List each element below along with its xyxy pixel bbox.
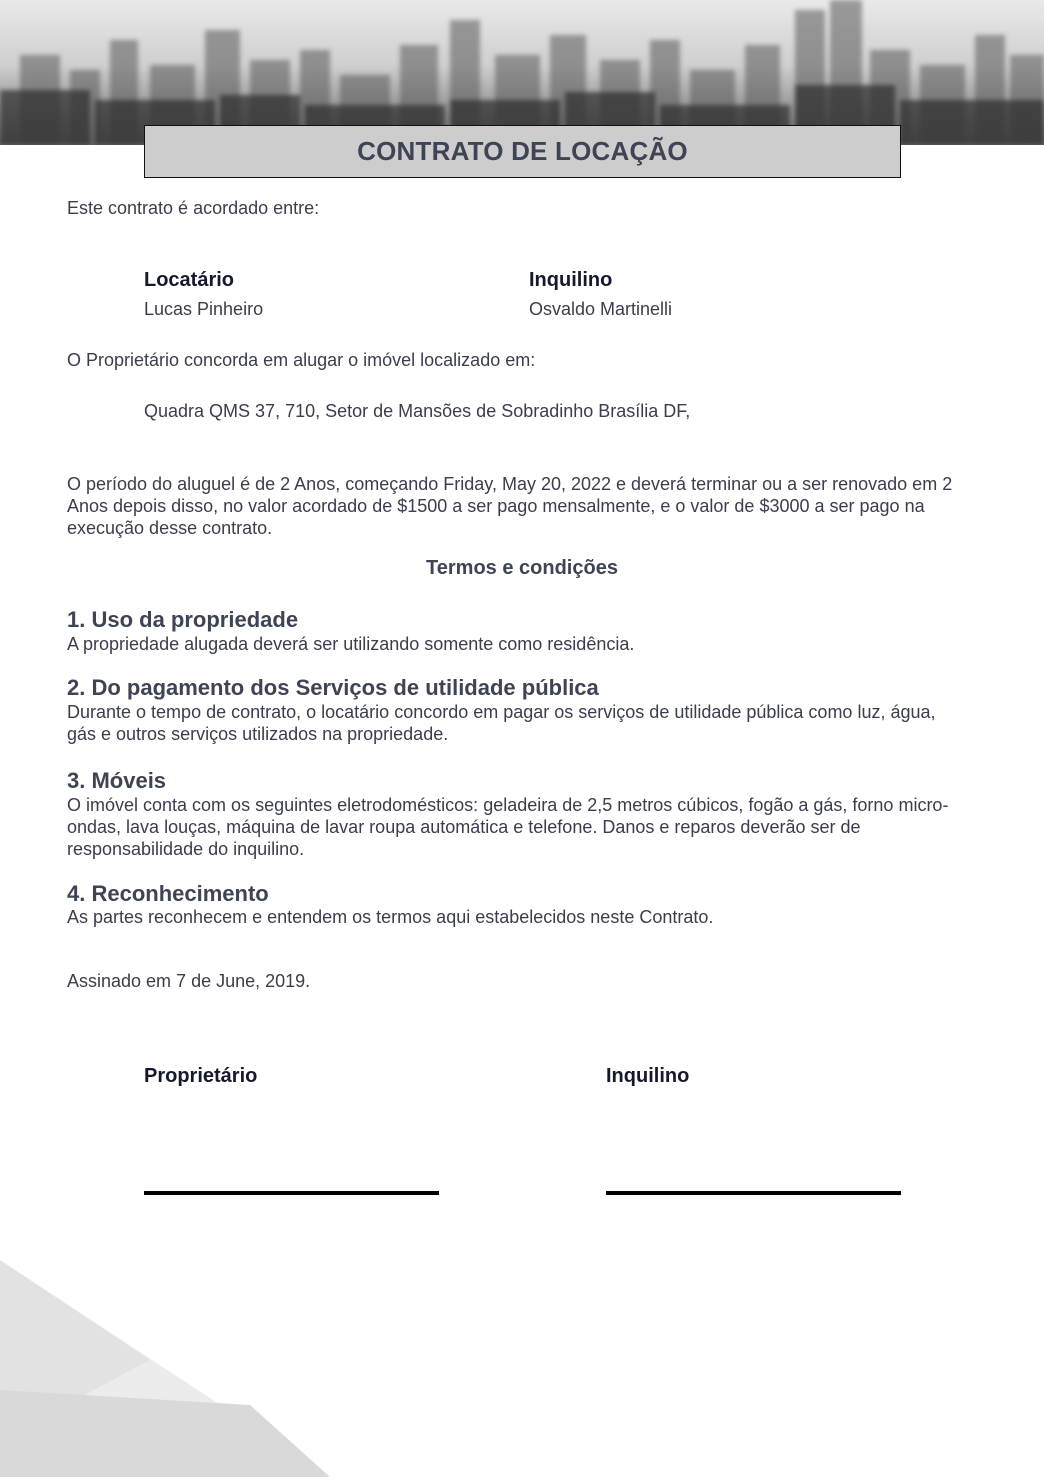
signed-date-text: Assinado em 7 de June, 2019.	[67, 971, 311, 991]
signature-line-proprietario	[144, 1191, 439, 1195]
clause-title-2: 2. Do pagamento dos Serviços de utilidade pública	[67, 675, 599, 700]
clause-body-1: A propriedade alugada deverá ser utilizando somente como residência.	[67, 634, 635, 654]
title-box	[144, 125, 901, 178]
signature-label-inquilino: Inquilino	[606, 1065, 690, 1087]
footer-decoration	[0, 1250, 1044, 1477]
document-title: CONTRATO DE LOCAÇÃO	[357, 136, 688, 166]
clause-title-3: 3. Móveis	[67, 768, 167, 793]
header-skyline-image	[0, 0, 1044, 145]
terms-heading: Termos e condições	[426, 557, 618, 579]
property-address: Quadra QMS 37, 710, Setor de Mansões de Sobradinho Brasília DF,	[144, 401, 691, 421]
clause-body-3: O imóvel conta com os seguintes eletrodomésticos: geladeira de 2,5 metros cúbicos, fogão a gás, forno micro-ondas, lava louças, máquina de lavar roupa automática e telefone. Danos e reparos deverão ser de responsabilidade do inquilino.	[67, 795, 949, 859]
party-name-inquilino: Osvaldo Martinelli	[529, 299, 673, 319]
clause-body-2: Durante o tempo de contrato, o locatário concordo em pagar os serviços de utilidade pública como luz, água, gás e outros serviços utilizados na propriedade.	[67, 702, 936, 744]
party-role-inquilino: Inquilino	[529, 269, 613, 291]
party-role-locatario: Locatário	[144, 269, 235, 291]
intro-text: Este contrato é acordado entre:	[67, 198, 320, 218]
rental-period-text: O período do aluguel é de 2 Anos, começando Friday, May 20, 2022 e deverá terminar ou a ser renovado em 2 Anos depois disso, no valor acordado de $1500 a ser pago mensalmente, e o valor de $3000 a ser pago na execução desse contrato.	[67, 474, 953, 538]
property-intro-text: O Proprietário concorda em alugar o imóvel localizado em:	[67, 350, 536, 370]
clause-title-1: 1. Uso da propriedade	[67, 607, 299, 632]
signature-label-proprietario: Proprietário	[144, 1065, 258, 1087]
clause-body-4: As partes reconhecem e entendem os termos aqui estabelecidos neste Contrato.	[67, 907, 714, 927]
party-name-locatario: Lucas Pinheiro	[144, 299, 264, 319]
signature-line-inquilino	[606, 1191, 901, 1195]
clause-title-4: 4. Reconhecimento	[67, 881, 269, 906]
